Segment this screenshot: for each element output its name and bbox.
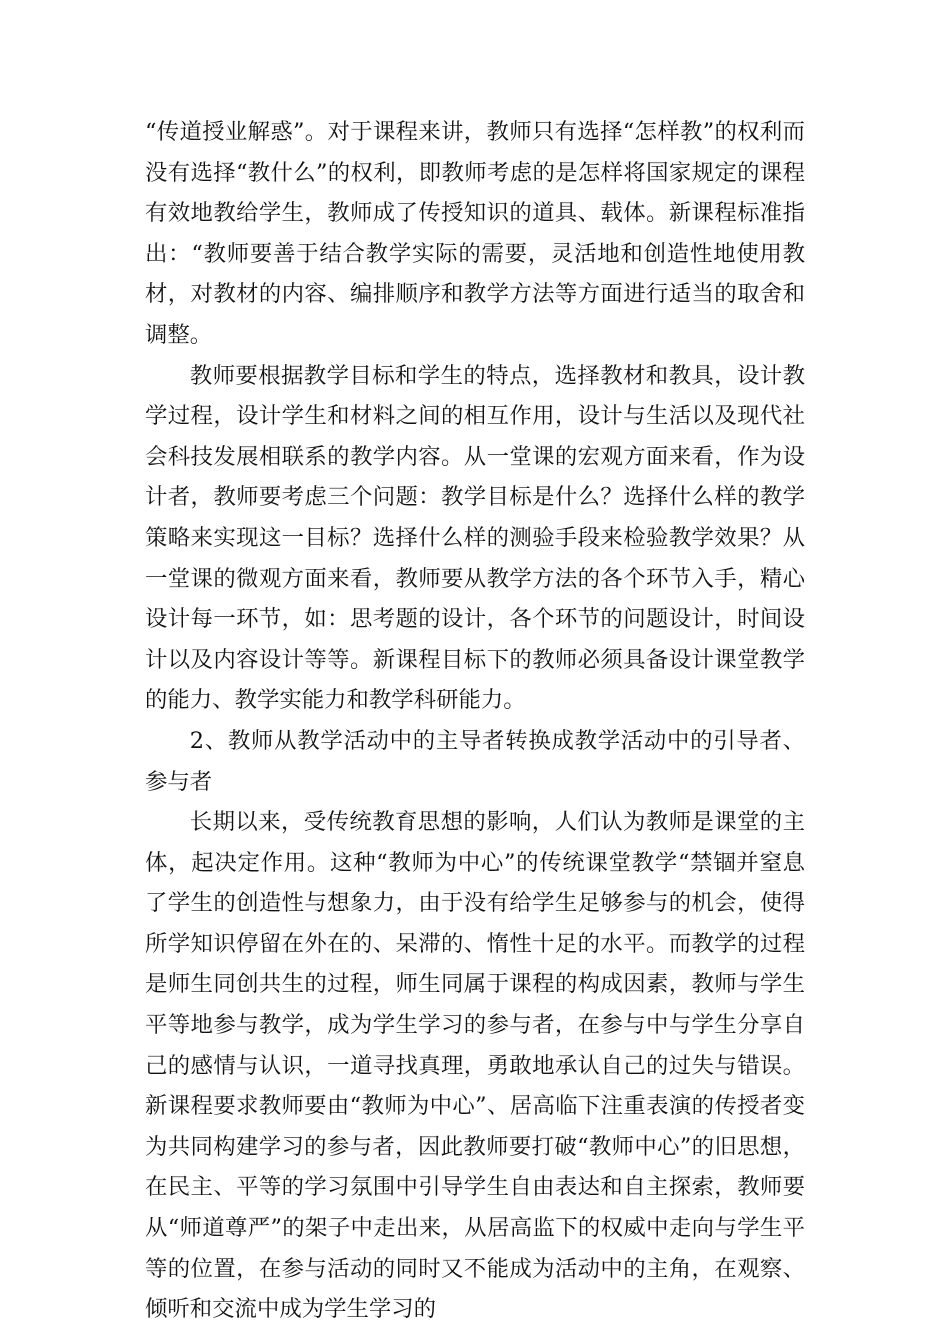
document-body — [145, 112, 805, 1330]
section-heading: 2、教师从教学活动中的主导者转换成教学活动中的引导者、参与者 — [145, 727, 805, 795]
paragraph-3: 长期以来，受传统教育思想的影响，人们认为教师是课堂的主体，起决定作用。这种“教师为中心”的传统课堂教学“禁锢并窒息了学生的创造性与想象力，由于没有给学生足够参与的机会，使得所学知识停留在外在的、呆滞的、惰性十足的水平。而教学的过程是师生同创共生的过程，师生同属于课程的构成因素，教师与学生平等地参与教学，成为学生学习的参与者，在参与中与学生分享自己的感情与认识，一道寻找真理，勇敢地承认自己的过失与错误。新课程要求教师要由“教师为中心”、居高临下注重表演的传授者变为共同构建学习的参与者，因此教师要打破“教师中心”的旧思想，在民主、平等的学习氛围中引导学生自由表达和自主探索，教师要从“师道尊严”的架子中走出来，从居高监下的权威中走向与学生平等的位置，在参与活动的同时又不能成为活动中的主角，在观察、倾听和交流中成为学生学习的 — [145, 809, 805, 1323]
paragraph-2: 教师要根据教学目标和学生的特点，选择教材和教具，设计教学过程，设计学生和材料之间的相互作用，设计与生活以及现代社会科技发展相联系的教学内容。从一堂课的宏观方面来看，作为设计者，教师要考虑三个问题：教学目标是什么？选择什么样的教学策略来实现这一目标？选择什么样的测验手段来检验教学效果？从一堂课的微观方面来看，教师要从教学方法的各个环节入手，精心设计每一环节，如：思考题的设计，各个环节的问题设计，时间设计以及内容设计等等。新课程目标下的教师必须具备设计课堂教学的能力、教学实能力和教学科研能力。 — [145, 362, 805, 714]
paragraph-1: “传道授业解惑”。对于课程来讲，教师只有选择“怎样教”的权利而没有选择“教什么”的权利，即教师考虑的是怎样将国家规定的课程有效地教给学生，教师成了传授知识的道具、载体。新课程标准指出：“教师要善于结合教学实际的需要，灵活地和创造性地使用教材，对教材的内容、编排顺序和教学方法等方面进行适当的取舍和调整。 — [145, 119, 805, 348]
